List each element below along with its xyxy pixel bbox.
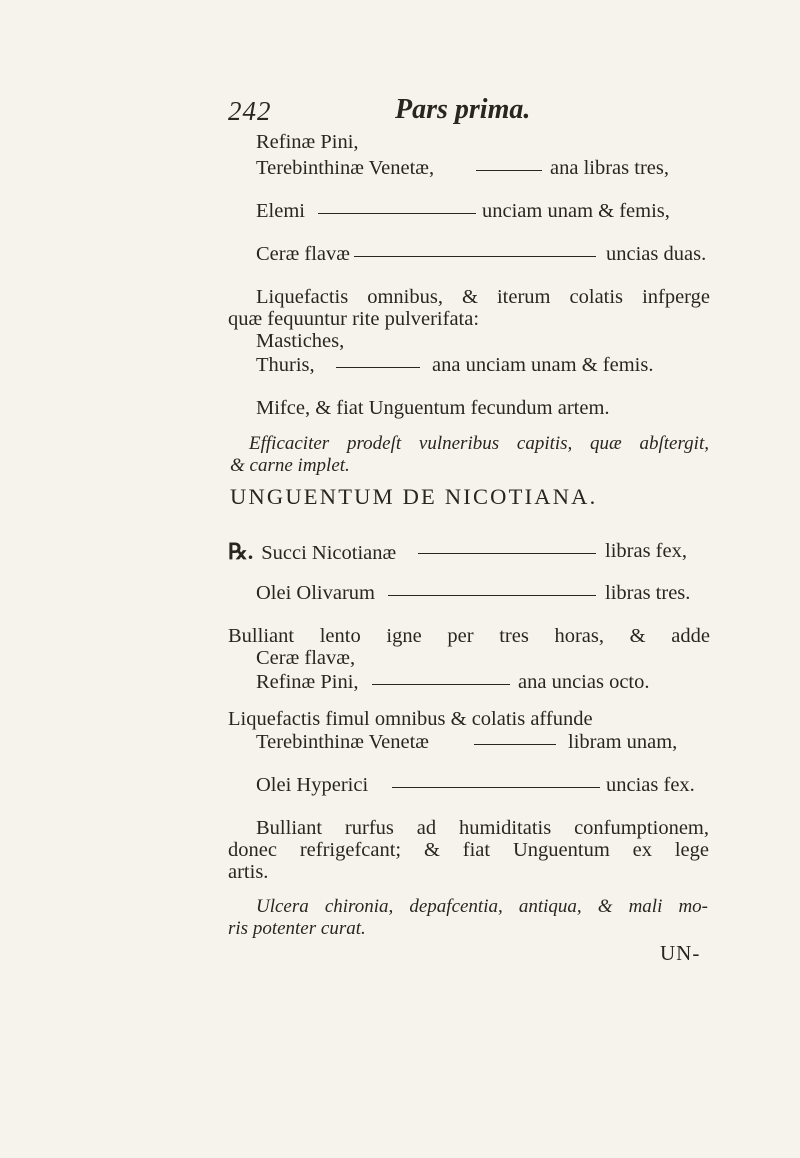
ingredient-label: Thuris,: [256, 354, 315, 376]
ingredient-thuris: [0, 355, 800, 379]
ingredient-mastiches: Mastiches,: [256, 330, 345, 352]
instruction-line: Bulliant rurfus ad humiditatis confumptionem,: [256, 817, 709, 839]
virtue-note: Efficaciter prodeſt vulneribus capitis, quæ abſtergit,: [249, 433, 709, 454]
ingredient-amount: libras fex,: [605, 540, 687, 562]
dash-rule: [318, 213, 476, 214]
ingredient-label: Ceræ flavæ: [256, 243, 350, 265]
ingredient-elemi: [0, 201, 800, 225]
running-title: Pars prima.: [395, 94, 531, 125]
ingredient-label: Olei Hyperici: [256, 774, 369, 796]
dash-rule: [336, 367, 420, 368]
dash-rule: [354, 256, 596, 257]
catchword: UN-: [660, 941, 701, 965]
misce-line: Mifce, & fiat Unguentum fecundum artem.: [256, 397, 610, 419]
page-number: 242: [228, 96, 272, 126]
instruction-line: Liquefactis fimul omnibus & colatis affunde: [228, 708, 593, 730]
ingredient-succi-nicotianae: [0, 541, 800, 565]
ingredient-amount: libram unam,: [568, 731, 678, 753]
recipe-symbol: ℞.: [228, 539, 254, 564]
ingredient-cerae: Ceræ flavæ,: [256, 647, 356, 669]
dash-rule: [476, 170, 542, 171]
ingredient-amount: uncias duas.: [606, 243, 707, 265]
ingredient-amount: uncias fex.: [606, 774, 695, 796]
dash-rule: [474, 744, 556, 745]
ingredient-olei-hyperici: [0, 775, 800, 799]
ingredient-terebinthinae: [0, 732, 800, 756]
instruction-line: artis.: [228, 861, 269, 883]
dash-rule: [392, 787, 600, 788]
instruction-line: donec refrigefcant; & fiat Unguentum ex lege: [228, 839, 709, 861]
recipe-line: [228, 541, 396, 564]
ingredient-amount: ana unciam unam & femis.: [432, 354, 654, 376]
ingredient-resinae-pini: Refinæ Pini,: [256, 131, 359, 153]
ingredient-label: Succi Nicotianæ: [261, 542, 397, 564]
ingredient-label: Elemi: [256, 200, 305, 222]
ingredient-terebinthinae: [0, 158, 800, 182]
ingredient-label: Refinæ Pini,: [256, 671, 359, 693]
ingredient-amount: unciam unam & femis,: [482, 200, 670, 222]
instruction-line: Bulliant lento igne per tres horas, & adde: [228, 625, 710, 647]
dash-rule: [372, 684, 510, 685]
section-heading: UNGUENTUM DE NICOTIANA.: [230, 484, 598, 509]
ingredient-amount: ana libras tres,: [550, 157, 669, 179]
virtue-note: Ulcera chironia, depafcentia, antiqua, & mali mo-: [256, 896, 708, 917]
virtue-note: & carne implet.: [230, 455, 350, 476]
ingredient-label: Terebinthinæ Venetæ,: [256, 157, 435, 179]
instruction-line: quæ fequuntur rite pulverifata:: [228, 308, 480, 330]
ingredient-amount: libras tres.: [605, 582, 691, 604]
ingredient-olei-olivarum: [0, 583, 800, 607]
ingredient-label: Olei Olivarum: [256, 582, 375, 604]
ingredient-cerae: [0, 244, 800, 268]
dash-rule: [418, 553, 596, 554]
instruction-line: Liquefactis omnibus, & iterum colatis infperge: [256, 286, 710, 308]
ingredient-amount: ana uncias octo.: [518, 671, 650, 693]
virtue-note: ris potenter curat.: [228, 918, 366, 939]
ingredient-resinae-pini: [0, 672, 800, 696]
ingredient-label: Terebinthinæ Venetæ: [256, 731, 429, 753]
dash-rule: [388, 595, 596, 596]
